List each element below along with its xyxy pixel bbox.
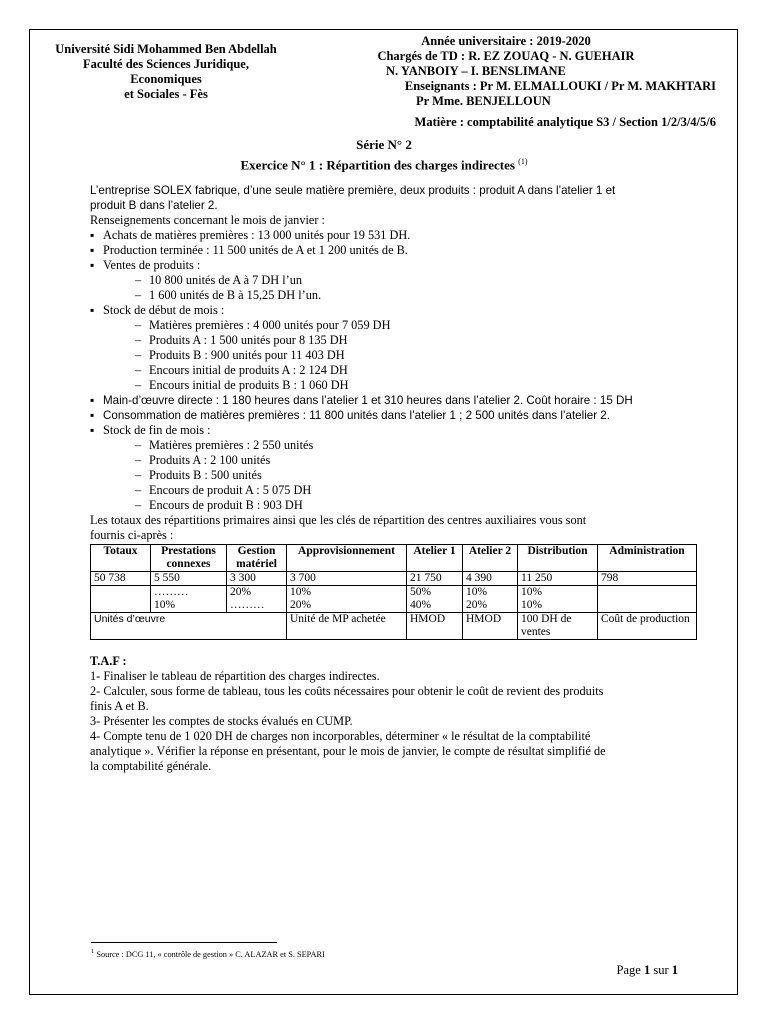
list-item-main-oeuvre: ▪ Main-d’œuvre directe : 1 180 heures dans l’atelier 1 et 310 heures dans l’atelier 2. Coût horaire : 15 DH [90, 393, 698, 408]
exercise-title [0, 153, 768, 173]
taf-q2-line1: 2- Calculer, sous forme de tableau, tous les coûts nécessaires pour obtenir le coût de revient des produits [90, 684, 604, 698]
td-instructors: Chargés de TD : R. EZ ZOUAQ - N. GUEHAIR [377, 49, 635, 63]
list-item-stock-debut [90, 303, 698, 393]
key-value: 10% [290, 586, 312, 598]
table-cell [463, 586, 518, 613]
course-subject: Matière : comptabilité analytique S3 / Section 1/2/3/4/5/6 [414, 115, 716, 129]
list-item: – Produits A : 2 100 unités [135, 453, 698, 468]
td-instructors-cont: N. YANBOIY – I. BENSLIMANE [386, 64, 566, 78]
series-title: Série N° 2 [356, 137, 412, 152]
table-cell [287, 586, 407, 613]
staff-header [296, 34, 716, 130]
table-cell [598, 586, 697, 613]
academic-year: Année universitaire : 2019-2020 [421, 34, 591, 48]
totaux-intro-2: fournis ci-après : [90, 528, 174, 542]
ventes-title: Ventes de produits : [103, 258, 201, 272]
table-cell: 50 738 [91, 572, 151, 586]
exercise-body [90, 183, 698, 774]
data-list [90, 228, 698, 513]
table-cell: 21 750 [407, 572, 463, 586]
taf-q4-line3: la comptabilité générale. [90, 759, 212, 773]
exercise-title-text: Exercice N° 1 : Répartition des charges indirectes [240, 157, 515, 173]
table-cell: 798 [598, 572, 697, 586]
list-item: – Encours initial de produits B : 1 060 DH [135, 378, 698, 393]
table-cell [518, 586, 598, 613]
list-item-ventes [90, 258, 698, 303]
page-number [617, 963, 678, 978]
teachers-cont: Pr Mme. BENJELLOUN [416, 94, 551, 108]
list-item: – Matières premières : 2 550 unités [135, 438, 698, 453]
key-value: ……… [154, 586, 189, 598]
key-value: 50% [410, 586, 432, 598]
key-value: 20% [466, 599, 488, 611]
footnote-divider [91, 942, 277, 943]
table-cell [91, 586, 151, 613]
teachers: Enseignants : Pr M. ELMALLOUKI / Pr M. MAKHTARI [404, 79, 716, 93]
table-cell: HMOD [463, 613, 518, 640]
key-value: 10% [521, 586, 543, 598]
list-item: – Matières premières : 4 000 unités pour 7 059 DH [135, 318, 698, 333]
list-item: – Encours initial de produits A : 2 124 DH [135, 363, 698, 378]
header-cell: Distribution [518, 545, 598, 572]
table-row [91, 572, 697, 586]
footnote [91, 948, 325, 959]
table-cell: 100 DH de ventes [518, 613, 598, 640]
table-cell: Unité de MP achetée [287, 613, 407, 640]
footnote-number: 1 [91, 948, 95, 955]
page-label: Page [616, 963, 641, 977]
table-cell: Coût de production [598, 613, 697, 640]
list-item: – Produits A : 1 500 unités pour 8 135 DH [135, 333, 698, 348]
table-cell [227, 586, 287, 613]
footnote-text: Source : DCG 11, « contrôle de gestion » C. ALAZAR et S. SEPARI [96, 949, 325, 959]
page-total: 1 [671, 963, 678, 977]
key-value: ……… [230, 599, 265, 611]
list-item: – Produits B : 500 unités [135, 468, 698, 483]
header-cell: Totaux [91, 545, 151, 572]
list-item-achats: ▪ Achats de matières premières : 13 000 unités pour 19 531 DH. [90, 228, 698, 243]
list-item: – Produits B : 900 unités pour 11 403 DH [135, 348, 698, 363]
header-cell: Prestations connexes [151, 545, 227, 572]
taf-q4-line2: analytique ». Vérifier la réponse en présentant, pour le mois de janvier, le compte de résultat simplifié de [90, 744, 606, 758]
table-cell: 5 550 [151, 572, 227, 586]
repartition-table [90, 544, 697, 640]
stock-debut-title: Stock de début de mois : [103, 303, 225, 317]
key-value: 10% [521, 599, 543, 611]
taf-q2-line2: finis A et B. [90, 699, 149, 713]
intro-line-2: produit B dans l’atelier 2. [90, 199, 218, 212]
totaux-intro-1: Les totaux des répartitions primaires ainsi que les clés de répartition des centres auxiliaires vous sont [90, 513, 587, 527]
stock-debut-list [103, 318, 698, 393]
page-current: 1 [643, 963, 651, 977]
list-item-production: ▪ Production terminée : 11 500 unités de A et 1 200 unités de B. [90, 243, 698, 258]
key-value: 10% [154, 599, 176, 611]
ventes-list [103, 273, 698, 303]
list-item-consommation: ▪ Consommation de matières premières : 11 800 unités dans l’atelier 1 ; 2 500 unités dans l’atelier 2. [90, 408, 698, 423]
table-cell [407, 586, 463, 613]
header-cell: Atelier 1 [407, 545, 463, 572]
header-cell: Administration [598, 545, 697, 572]
document-titles [0, 136, 768, 173]
stock-fin-title: Stock de fin de mois : [103, 423, 211, 437]
intro-line-1: L’entreprise SOLEX fabrique, d’une seule matière première, deux produits : produit A dans l’atelier 1 et [90, 184, 616, 197]
key-value: 40% [410, 599, 432, 611]
university-header [46, 42, 286, 102]
table-header-row [91, 545, 697, 572]
header-cell: Atelier 2 [463, 545, 518, 572]
taf-q3: 3- Présenter les comptes de stocks évalués en CUMP. [90, 714, 353, 728]
table-cell: 3 300 [227, 572, 287, 586]
table-row [91, 613, 697, 640]
table-cell: HMOD [407, 613, 463, 640]
page-sep: sur [653, 963, 669, 977]
table-cell [151, 586, 227, 613]
header-cell: Gestion matériel [227, 545, 287, 572]
list-item: – Encours de produit B : 903 DH [135, 498, 698, 513]
taf-q4-line1: 4- Compte tenu de 1 020 DH de charges non incorporables, déterminer « le résultat de la comptabilité [90, 729, 591, 743]
header-cell: Approvisionnement [287, 545, 407, 572]
key-value: 10% [466, 586, 488, 598]
taf-title: T.A.F : [90, 654, 127, 668]
table-cell: 11 250 [518, 572, 598, 586]
key-value: 20% [290, 599, 312, 611]
footnote-ref: (1) [518, 157, 528, 166]
faculty-name: Faculté des Sciences Juridique, Economiques [83, 57, 249, 86]
renseignements: Renseignements concernant le mois de janvier : [90, 213, 325, 227]
taf-q1: 1- Finaliser le tableau de répartition des charges indirectes. [90, 669, 380, 683]
table-row [91, 586, 697, 613]
university-name: Université Sidi Mohammed Ben Abdellah [55, 42, 277, 56]
table-cell-units-label: Unités d’œuvre [91, 613, 287, 640]
list-item: – 10 800 unités de A à 7 DH l’un [135, 273, 698, 288]
list-item-stock-fin [90, 423, 698, 513]
table-cell: 3 700 [287, 572, 407, 586]
table-cell: 4 390 [463, 572, 518, 586]
key-value: 20% [230, 586, 252, 598]
list-item: – Encours de produit A : 5 075 DH [135, 483, 698, 498]
stock-fin-list [103, 438, 698, 513]
list-item: – 1 600 unités de B à 15,25 DH l’un. [135, 288, 698, 303]
faculty-city: et Sociales - Fès [124, 87, 208, 101]
